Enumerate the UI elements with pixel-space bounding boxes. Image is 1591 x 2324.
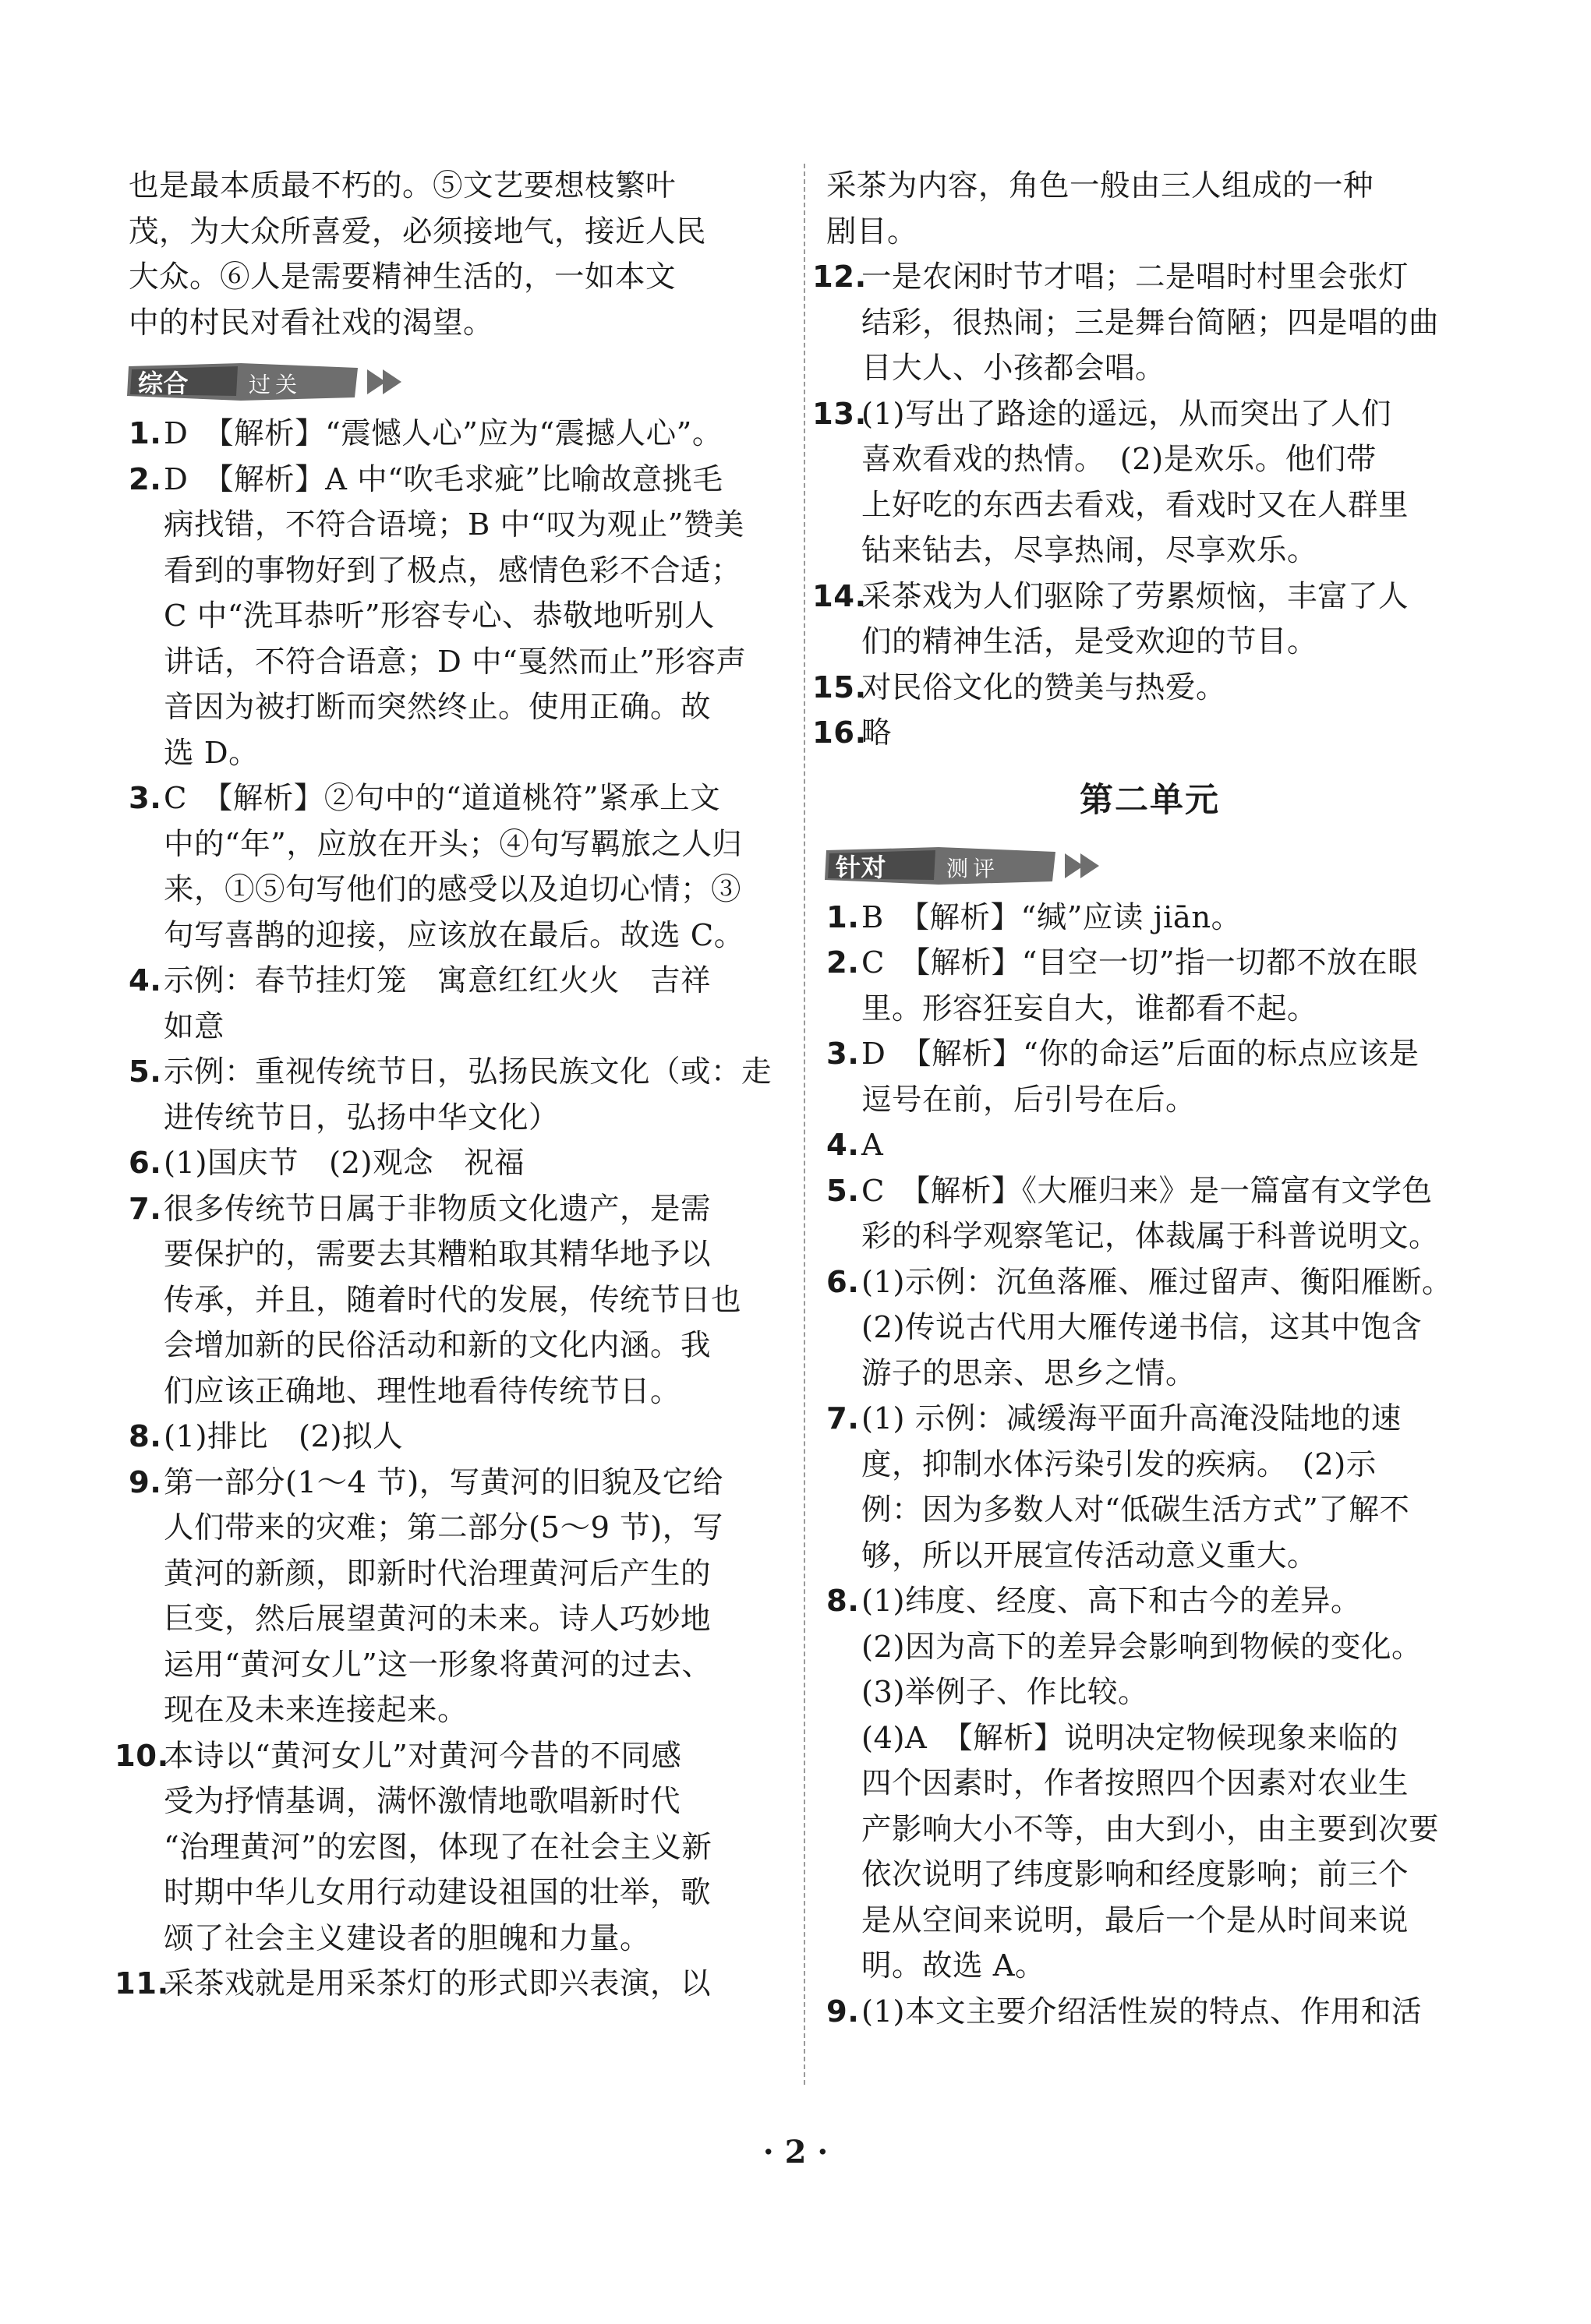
answer-line: 是从空间来说明，最后一个是从时间来说	[861, 1902, 1409, 1938]
answer-list	[826, 895, 1473, 2036]
answer-line: 们的精神生活，是受欢迎的节目。	[861, 624, 1318, 659]
answer-line: 目大人、小孩都会唱。	[861, 351, 1166, 386]
arrow-icon	[383, 369, 401, 394]
intro-line: 中的村民对看社戏的渴望。	[129, 305, 494, 341]
banner-label-1: 综合	[138, 369, 189, 398]
banner-label-2: 过关	[249, 372, 302, 397]
answer-line: 中的“年”，应放在开头；④句写羁旅之人归	[164, 826, 743, 862]
answer-item	[129, 457, 776, 777]
answer-line: 很多传统节日属于非物质文化遗产，是需	[164, 1191, 712, 1227]
section-banner-zonghe	[124, 357, 776, 408]
answer-line: (1)本文主要介绍活性炭的特点、作用和活	[861, 1994, 1423, 2029]
answer-line: (2)因为高下的差异会影响到物候的变化。	[861, 1629, 1423, 1665]
item-number: 16.	[812, 715, 867, 751]
item-number: 12.	[812, 260, 867, 295]
answer-line: 彩的科学观察笔记，体裁属于科普说明文。	[861, 1219, 1440, 1254]
answer-line: 四个因素时，作者按照四个因素对农业生	[861, 1766, 1409, 1801]
answer-line: (1)排比 (2)拟人	[164, 1419, 404, 1454]
answer-line: 选 D。	[164, 735, 260, 771]
page-number: · 2 ·	[762, 2134, 829, 2170]
answer-item	[129, 1050, 776, 1141]
answer-line: 采茶戏为人们驱除了劳累烦恼，丰富了人	[861, 578, 1409, 614]
intro-line: 采茶为内容，角色一般由三人组成的一种	[826, 168, 1374, 203]
answer-line: 依次说明了纬度影响和经度影响；前三个	[861, 1857, 1409, 1892]
answer-line: 上好吃的东西去看戏，看戏时又在人群里	[861, 487, 1409, 523]
answer-item	[129, 776, 776, 959]
item-number: 14.	[812, 578, 867, 614]
section-banner-zhendui	[822, 841, 1473, 892]
intro-line: 剧目。	[826, 214, 918, 249]
banner-graphic	[124, 360, 405, 404]
answer-line: A	[861, 1128, 884, 1163]
answer-line: 本诗以“黄河女儿”对黄河今昔的不同感	[164, 1738, 682, 1774]
item-number: 3.	[129, 781, 162, 816]
answer-line: 里。形容狂妄自大，谁都看不起。	[861, 991, 1318, 1026]
banner-graphic	[822, 844, 1102, 888]
intro-line: 也是最本质最不朽的。⑤文艺要想枝繁叶	[129, 168, 677, 203]
item-number: 6.	[826, 1264, 860, 1300]
answer-item	[115, 1734, 776, 1962]
intro-paragraph	[129, 164, 776, 346]
answer-line: (1)写出了路途的遥远，从而突出了人们	[861, 396, 1392, 432]
answer-item	[812, 666, 1473, 712]
answer-line: (2)传说古代用大雁传递书信，这其中饱含	[861, 1310, 1423, 1345]
answer-line: 例：因为多数人对“低碳生活方式”了解不	[861, 1492, 1410, 1528]
answer-list	[115, 411, 776, 2008]
item-number: 13.	[812, 396, 867, 432]
answer-line: 第一部分(1～4 节)，写黄河的旧貌及它给	[164, 1464, 723, 1500]
answer-list	[812, 255, 1473, 757]
intro-paragraph	[826, 164, 1473, 255]
item-number: 1.	[129, 416, 162, 451]
answer-line: C 中“洗耳恭听”形容专心、恭敬地听别人	[164, 599, 716, 634]
item-number: 4.	[129, 963, 162, 998]
answer-line: 人们带来的灾难；第二部分(5～9 节)，写	[164, 1510, 723, 1545]
item-number: 5.	[826, 1173, 860, 1209]
answer-line: 病找错，不符合语境；B 中“叹为观止”赞美	[164, 507, 744, 542]
answer-line: 如意	[164, 1008, 225, 1044]
intro-line: 茂，为大众所喜爱，必须接地气，接近人民	[129, 214, 707, 249]
answer-line: (1)国庆节 (2)观念 祝福	[164, 1146, 525, 1181]
banner-label-1: 针对	[836, 852, 887, 882]
answer-line: (3)举例子、作比较。	[861, 1675, 1149, 1710]
item-number: 2.	[826, 945, 860, 980]
item-number: 10.	[115, 1738, 169, 1774]
answer-line: (1) 示例：减缓海平面升高淹没陆地的速	[861, 1401, 1402, 1436]
answer-line: 够，所以开展宣传活动意义重大。	[861, 1538, 1318, 1573]
answer-line: (1)纬度、经度、高下和古今的差异。	[861, 1584, 1362, 1619]
answer-line: 进传统节日，弘扬中华文化）	[164, 1100, 560, 1136]
item-number: 15.	[812, 669, 867, 705]
item-number: 2.	[129, 461, 162, 497]
answer-item	[826, 895, 1473, 941]
answer-line: 产影响大小不等，由大到小，由主要到次要	[861, 1811, 1440, 1847]
answer-item	[826, 1397, 1473, 1579]
answer-line: 要保护的，需要去其糟粕取其精华地予以	[164, 1237, 712, 1272]
item-number: 8.	[826, 1584, 860, 1619]
answer-line: D 【解析】A 中“吹毛求疵”比喻故意挑毛	[164, 461, 723, 497]
unit-title: 第二单元	[1080, 780, 1220, 820]
intro-line: 大众。⑥人是需要精神生活的，一如本文	[129, 260, 677, 295]
item-number: 1.	[826, 899, 860, 935]
answer-item	[826, 1169, 1473, 1260]
answer-line: 一是农闲时节才唱；二是唱时村里会张灯	[861, 260, 1409, 295]
answer-item	[826, 1579, 1473, 1990]
item-number: 9.	[826, 1994, 860, 2029]
answer-line: 时期中华儿女用行动建设祖国的壮举，歌	[164, 1875, 712, 1910]
answer-line: 示例：春节挂灯笼 寓意红红火火 吉祥	[164, 963, 712, 998]
answer-line: 会增加新的民俗活动和新的文化内涵。我	[164, 1328, 712, 1363]
item-number: 6.	[129, 1146, 162, 1181]
item-number: 4.	[826, 1128, 860, 1163]
answer-item	[129, 1187, 776, 1415]
item-number: 8.	[129, 1419, 162, 1454]
answer-item	[129, 1415, 776, 1460]
banner-label-2: 测评	[946, 855, 1000, 881]
answer-item	[826, 941, 1473, 1032]
answer-line: 度，抑制水体污染引发的疾病。 (2)示	[861, 1446, 1377, 1482]
answer-line: 现在及未来连接起来。	[164, 1693, 468, 1728]
answer-item	[812, 574, 1473, 666]
column-divider	[804, 164, 805, 2085]
answer-item	[115, 1962, 776, 2008]
answer-line: 黄河的新颜，即新时代治理黄河后产生的	[164, 1556, 712, 1591]
answer-line: B 【解析】“缄”应读 jiān。	[861, 899, 1242, 935]
answer-line: (1)示例：沉鱼落雁、雁过留声、衡阳雁断。	[861, 1264, 1453, 1300]
item-number: 9.	[129, 1464, 162, 1500]
right-column	[812, 164, 1473, 2035]
answer-item	[129, 1460, 776, 1734]
answer-line: 对民俗文化的赞美与热爱。	[861, 669, 1227, 705]
answer-item	[826, 1260, 1473, 1397]
answer-line: 看到的事物好到了极点，感情色彩不合适；	[164, 553, 742, 588]
answer-item	[826, 1123, 1473, 1169]
answer-item	[812, 255, 1473, 392]
answer-line: 示例：重视传统节日，弘扬民族文化（或：走	[164, 1054, 773, 1090]
answer-line: 音因为被打断而突然终止。使用正确。故	[164, 690, 712, 725]
answer-line: D 【解析】“震憾人心”应为“震撼人心”。	[164, 416, 723, 451]
answer-line: “治理黄河”的宏图，体现了在社会主义新	[164, 1829, 712, 1865]
arrow-icon	[1080, 853, 1099, 878]
answer-line: C 【解析】“目空一切”指一切都不放在眼	[861, 945, 1419, 980]
item-number: 3.	[826, 1037, 860, 1072]
answer-line: 来，①⑤句写他们的感受以及迫切心情；③	[164, 872, 742, 907]
answer-item	[129, 959, 776, 1050]
answer-line: 句写喜鹊的迎接，应该放在最后。故选 C。	[164, 917, 744, 953]
answer-line: 逗号在前，后引号在后。	[861, 1082, 1197, 1118]
answer-line: 游子的思亲、思乡之情。	[861, 1355, 1197, 1391]
answer-line: D 【解析】“你的命运”后面的标点应该是	[861, 1037, 1420, 1072]
answer-line: (4)A 【解析】说明决定物候现象来临的	[861, 1720, 1399, 1756]
answer-line: 传承，并且，随着时代的发展，传统节日也	[164, 1282, 742, 1318]
answer-line: 巨变，然后展望黄河的未来。诗人巧妙地	[164, 1602, 712, 1637]
answer-line: 颂了社会主义建设者的胆魄和力量。	[164, 1920, 651, 1956]
answer-line: 采茶戏就是用采茶灯的形式即兴表演，以	[164, 1966, 712, 2001]
item-number: 11.	[115, 1966, 169, 2001]
item-number: 7.	[129, 1191, 162, 1227]
answer-line: 运用“黄河女儿”这一形象将黄河的过去、	[164, 1647, 712, 1683]
answer-line: C 【解析】②句中的“道道桃符”紧承上文	[164, 781, 721, 816]
answer-line: 喜欢看戏的热情。 (2)是欢乐。他们带	[861, 442, 1377, 477]
answer-item	[812, 392, 1473, 574]
answer-item	[812, 711, 1473, 757]
answer-item	[129, 1141, 776, 1187]
answer-line: C 【解析】《大雁归来》是一篇富有文学色	[861, 1173, 1433, 1209]
answer-line: 结彩，很热闹；三是舞台简陋；四是唱的曲	[861, 305, 1440, 341]
answer-item	[826, 1032, 1473, 1123]
answer-line: 略	[861, 715, 893, 751]
answer-item	[826, 1990, 1473, 2036]
item-number: 7.	[826, 1401, 860, 1436]
answer-line: 明。故选 A。	[861, 1948, 1046, 1983]
answer-line: 们应该正确地、理性地看待传统节日。	[164, 1373, 681, 1409]
left-column	[115, 164, 776, 2008]
answer-line: 钻来钻去，尽享热闹，尽享欢乐。	[861, 533, 1318, 568]
answer-line: 受为抒情基调，满怀激情地歌唱新时代	[164, 1784, 681, 1819]
answer-item	[129, 411, 776, 457]
item-number: 5.	[129, 1054, 162, 1090]
answer-line: 讲话，不符合语意；D 中“戛然而止”形容声	[164, 644, 747, 680]
